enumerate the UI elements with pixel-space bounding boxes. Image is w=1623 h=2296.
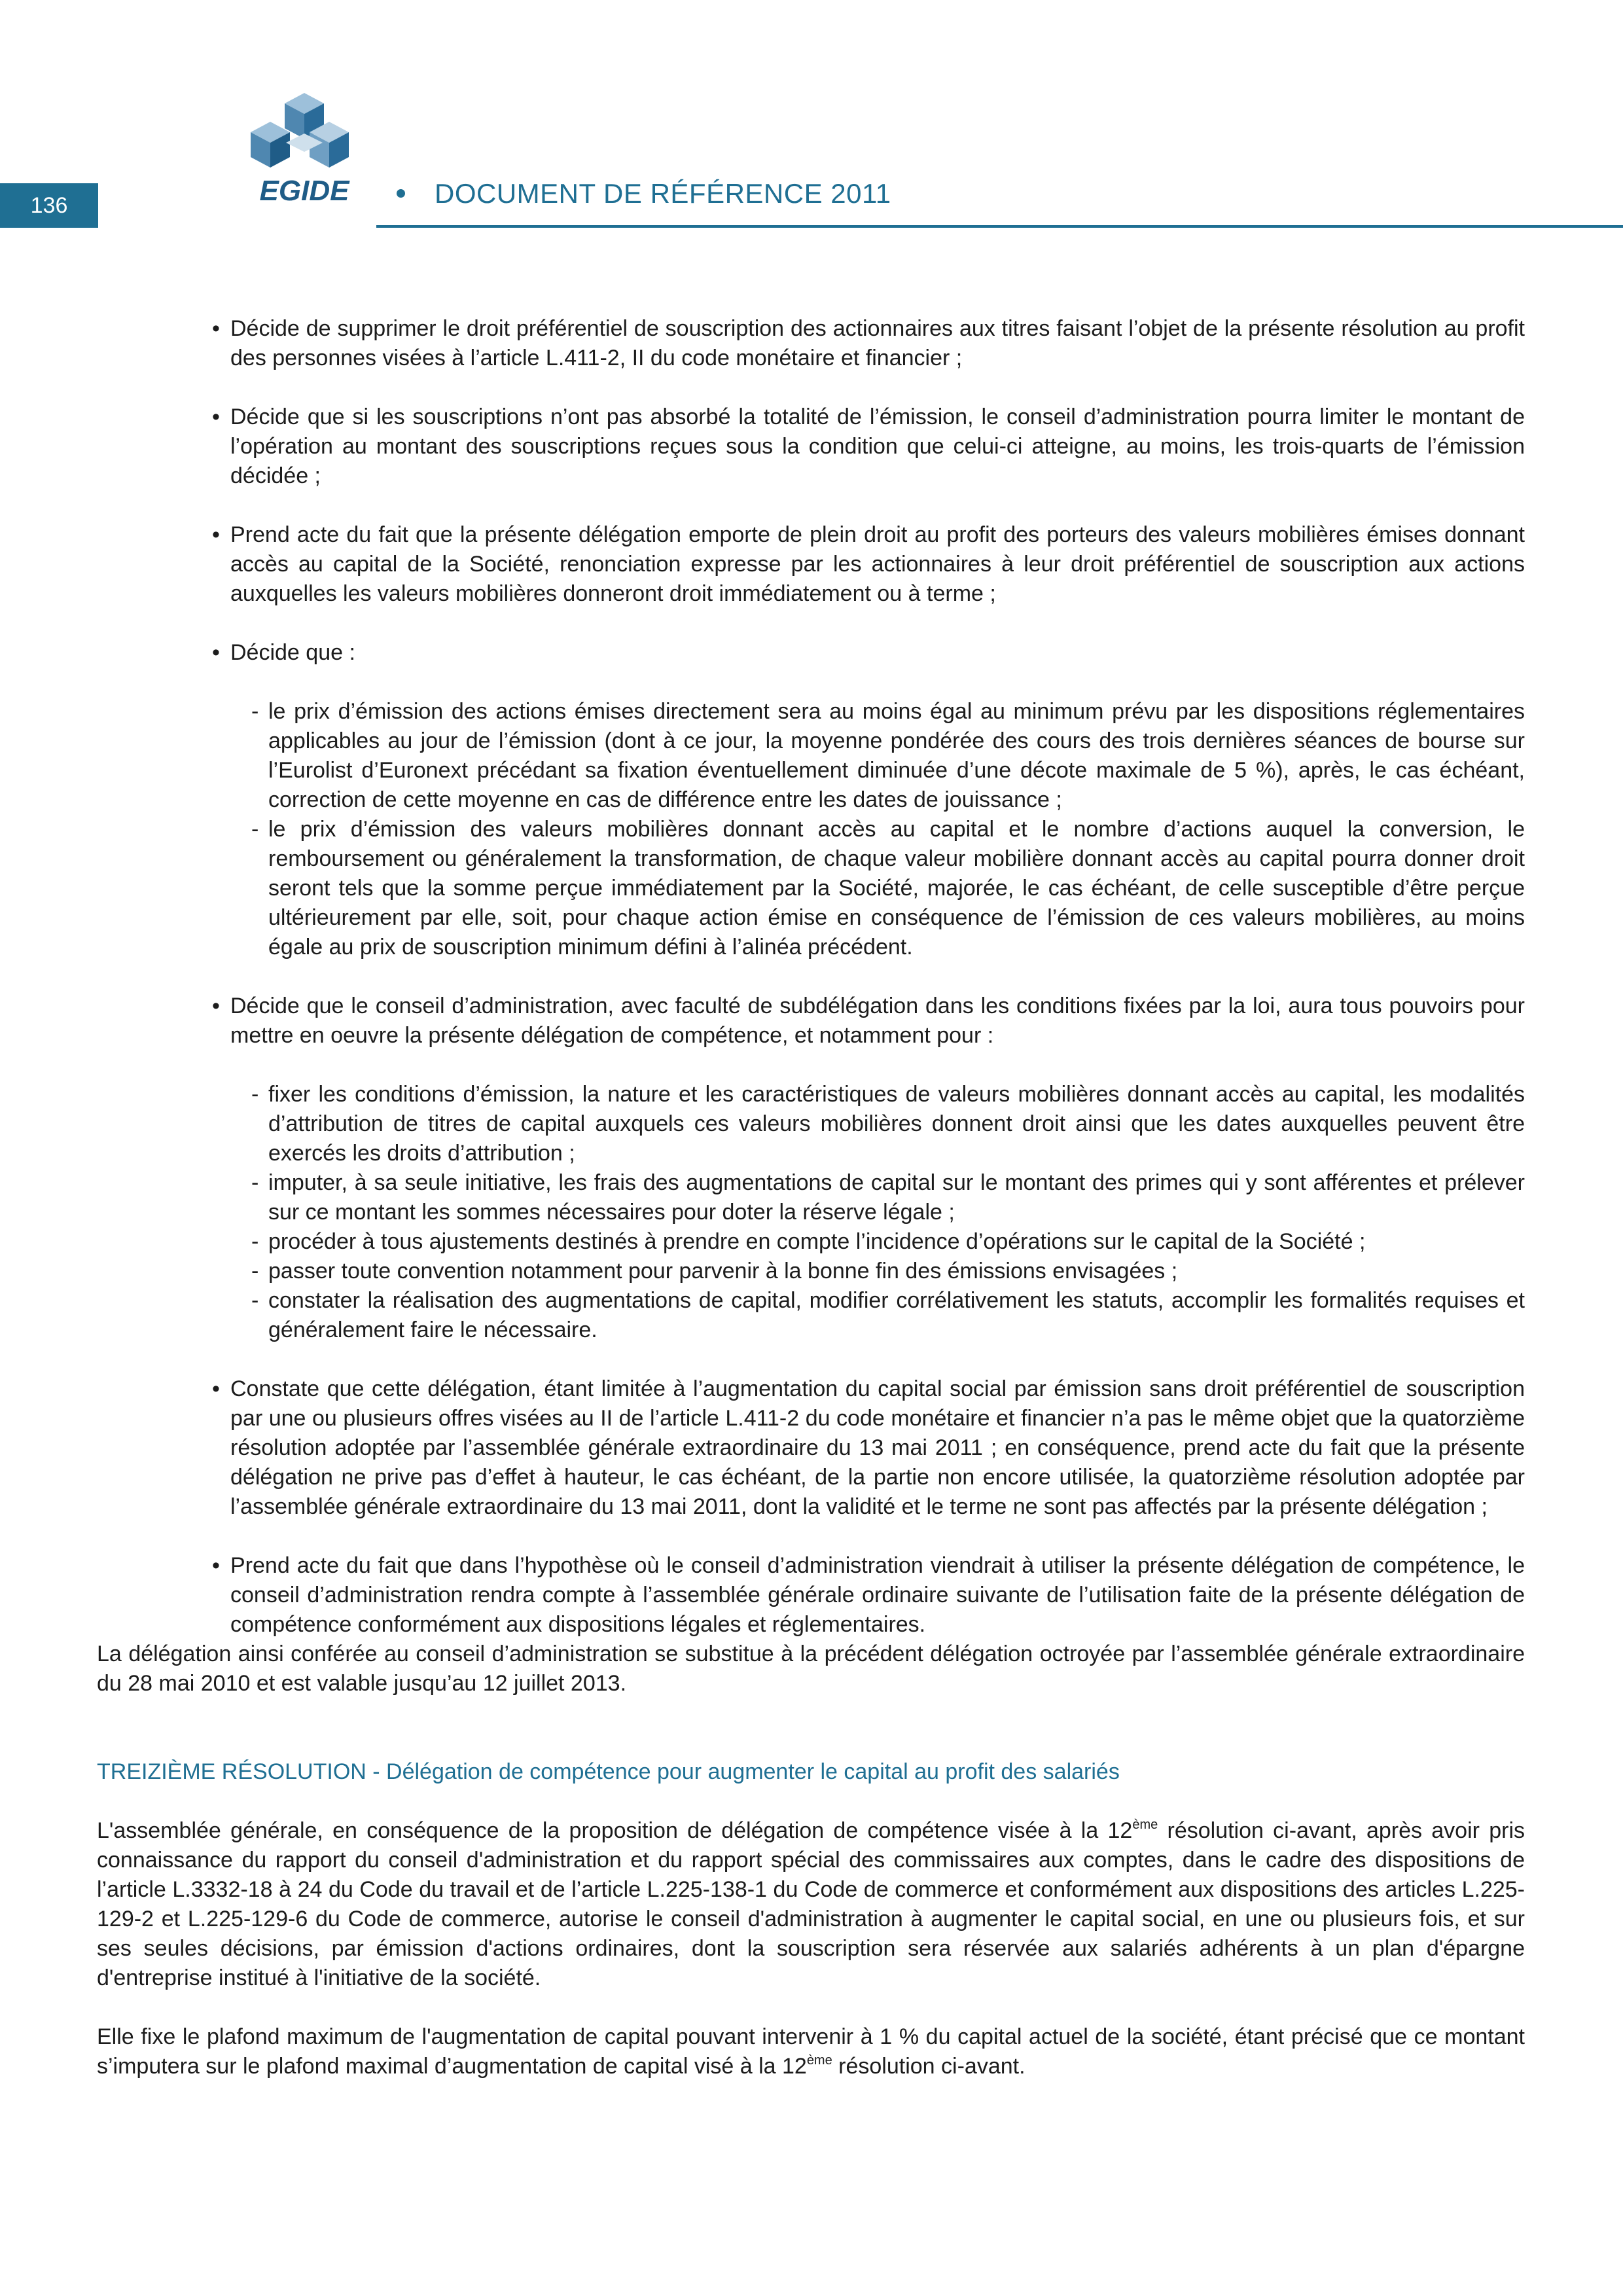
- bullet-item: • Prend acte du fait que dans l’hypothèse où le conseil d’administration viendrait à utiliser la présente délégation de compétence, le conseil d’administration rendra compte à l’assemblée générale ordinaire suivante de l’utilisation faite de la présente délégation de compétence conformément aux dispositions légales et réglementaires.: [212, 1553, 1525, 1637]
- dash-item: - imputer, à sa seule initiative, les frais des augmentations de capital sur le montant des primes qui y sont afférentes et prélever sur ce montant les sommes nécessaires pour doter la réserve légale ;: [251, 1170, 1525, 1225]
- svg-text:EGIDE: EGIDE: [259, 175, 349, 207]
- dash-item: - procéder à tous ajustements destinés à prendre en compte l’incidence d’opérations sur le capital de la Société ;: [251, 1229, 1366, 1254]
- closing-paragraph: La délégation ainsi conférée au conseil d’administration se substitue à la précédent délégation octroyée par l’assemblée générale extraordinaire du 28 mai 2010 et est valable jusqu’au 12 juillet 2013.: [97, 1641, 1525, 1696]
- resolution-paragraph: L'assemblée générale, en conséquence de la proposition de délégation de compétence visée à la 12ème résolution ci-avant, après avoir pris connaissance du rapport du conseil d'administration et du rapport spécial des commissaires aux comptes, dans le cadre des dispositions de l’article L.3332-18 à 24 du Code du travail et de l’article L.225-138-1 du Code de commerce et conformément aux dispositions des articles L.225-129-2 et L.225-129-6 du Code de commerce, autorise le conseil d'administration à augmenter le capital social, en une ou plusieurs fois, et sur ses seules décisions, par émission d'actions ordinaires, dont la souscription sera réservée aux salariés adhérents à un plan d'épargne d'entreprise institué à l'initiative de la société.: [97, 1818, 1525, 1990]
- price-dash-list: [97, 697, 1525, 962]
- document-body: [97, 314, 1525, 2111]
- dash-item: - le prix d’émission des actions émises directement sera au moins égal au minimum prévu par les dispositions réglementaires applicables au jour de l’émission (dont à ce jour, la moyenne pondérée des cours des trois dernières séances de bourse sur l’Eurolist d’Euronext précédant sa fixation éventuellement diminuée d’une décote maximale de 5 %), après, le cas échéant, correction de cette moyenne en cas de différence entre les dates de jouissance ;: [251, 699, 1525, 812]
- bullet-item: • Prend acte du fait que la présente délégation emporte de plein droit au profit des porteurs des valeurs mobilières émises donnant accès au capital de la Société, renonciation expresse par les actionnaires à leur droit préférentiel de souscription aux actions auxquelles les valeurs mobilières donneront droit immédiatement ou à terme ;: [212, 522, 1525, 606]
- section-heading: TREIZIÈME RÉSOLUTION - Délégation de compétence pour augmenter le capital au profit des salariés: [97, 1759, 1120, 1784]
- dash-item: - fixer les conditions d’émission, la nature et les caractéristiques de valeurs mobilières donnant accès au capital, les modalités d’attribution de titres de capital auxquels ces valeurs mobilières donnent droit ainsi que les dates auxquelles peuvent être exercés les droits d’attribution ;: [251, 1082, 1525, 1166]
- bullet-item: • Décide de supprimer le droit préférentiel de souscription des actionnaires aux titres faisant l’objet de la présente résolution au profit des personnes visées à l’article L.411-2, II du code monétaire et financier ;: [212, 316, 1525, 370]
- dash-item: - constater la réalisation des augmentations de capital, modifier corrélativement les statuts, accomplir les formalités requises et généralement faire le nécessaire.: [251, 1288, 1525, 1342]
- header-rule: [376, 225, 1623, 228]
- dash-item: - passer toute convention notamment pour parvenir à la bonne fin des émissions envisagées ;: [251, 1259, 1178, 1283]
- cube-logo-icon: [251, 93, 349, 168]
- bullet-item: • Constate que cette délégation, étant limitée à l’augmentation du capital social par émission sans droit préférentiel de souscription par une ou plusieurs offres visées au II de l’article L.411-2 du code monétaire et financier n’a pas le même objet que la quatorzième résolution adoptée par l’assemblée générale extraordinaire du 13 mai 2011 ; en conséquence, prend acte du fait que la présente délégation ne prive pas d’effet à hauteur, le cas échéant, de la partie non encore utilisée, la quatorzième résolution adoptée par l’assemblée générale extraordinaire du 13 mai 2011, dont la validité et le terme ne sont pas affectés par la présente délégation ;: [212, 1376, 1525, 1519]
- bullet-item: • Décide que si les souscriptions n’ont pas absorbé la totalité de l’émission, le conseil d’administration pourra limiter le montant de l’opération au montant des souscriptions reçues sous la condition que celui-ci atteigne, au moins, les trois-quarts de l’émission décidée ;: [212, 404, 1525, 488]
- header-bullet: [397, 189, 405, 198]
- egide-logo: [245, 84, 363, 208]
- page-number: 136: [0, 183, 98, 228]
- powers-dash-list: [97, 1080, 1525, 1345]
- document-title: DOCUMENT DE RÉFÉRENCE 2011: [435, 178, 891, 209]
- resolution-paragraph: Elle fixe le plafond maximum de l'augmentation de capital pouvant intervenir à 1 % du capital actuel de la société, étant précisé que ce montant s’imputera sur le plafond maximal d’augmentation de capital visé à la 12ème résolution ci-avant.: [97, 2024, 1525, 2079]
- dash-item: - le prix d’émission des valeurs mobilières donnant accès au capital et le nombre d’actions auquel la conversion, le remboursement ou généralement la transformation, de chaque valeur mobilière donnant accès au capital pourra donner droit seront tels que la somme perçue immédiatement par la Société, majorée, le cas échéant, de celle susceptible d’être perçue ultérieurement par elle, soit, pour chaque action émise en conséquence de l’émission de ces valeurs mobilières, au moins égale au prix de souscription minimum défini à l’alinéa précédent.: [251, 817, 1525, 960]
- bullet-item-decide: • Décide que : - le prix d’émission des actions émises directement sera au moins égal au minimum prévu par les dispositions réglementaires applicables au jour de l’émission (dont à ce jour, la moyenne pondérée des cours des trois dernières séances de bourse sur l’Eurolist d’Euronext précédant sa fixation éventuellement diminuée d’une décote maximale de 5 %), après, le cas échéant, correction de cette moyenne en cas de différence entre les dates de jouissance ; - le prix d’émission des valeurs mobilières donnant accès au capital et le nombre d’actions auquel la conversion, le remboursement ou généralement la transformation, de chaque valeur mobilière donnant accès au capital pourra donner droit seront tels que la somme perçue immédiatement par la Société, majorée, le cas échéant, de celle susceptible d’être perçue ultérieurement par elle, soit, pour chaque action émise en conséquence de l’émission de ces valeurs mobilières, au moins égale au prix de souscription minimum défini à l’alinéa précédent.: [97, 638, 1525, 962]
- bullet-item-powers: • Décide que le conseil d’administration, avec faculté de subdélégation dans les conditions fixées par la loi, aura tous pouvoirs pour mettre en oeuvre la présente délégation de compétence, et notamment pour : - fixer les conditions d’émission, la nature et les caractéristiques de valeurs mobilières donnant accès au capital, les modalités d’attribution de titres de capital auxquels ces valeurs mobilières donnent droit ainsi que les dates auxquelles peuvent être exercés les droits d’attribution ; - imputer, à sa seule initiative, les frais des augmentations de capital sur le montant des primes qui y sont afférentes et prélever sur ce montant les sommes nécessaires pour doter la réserve légale ; - procéder à tous ajustements destinés à prendre en compte l’incidence d’opérations sur le capital de la Société ; - passer toute convention notamment pour parvenir à la bonne fin des émissions envisagées ; - constater la réalisation des augmentations de capital, modifier corrélativement les statuts, accomplir les formalités requises et généralement faire le nécessaire.: [97, 992, 1525, 1345]
